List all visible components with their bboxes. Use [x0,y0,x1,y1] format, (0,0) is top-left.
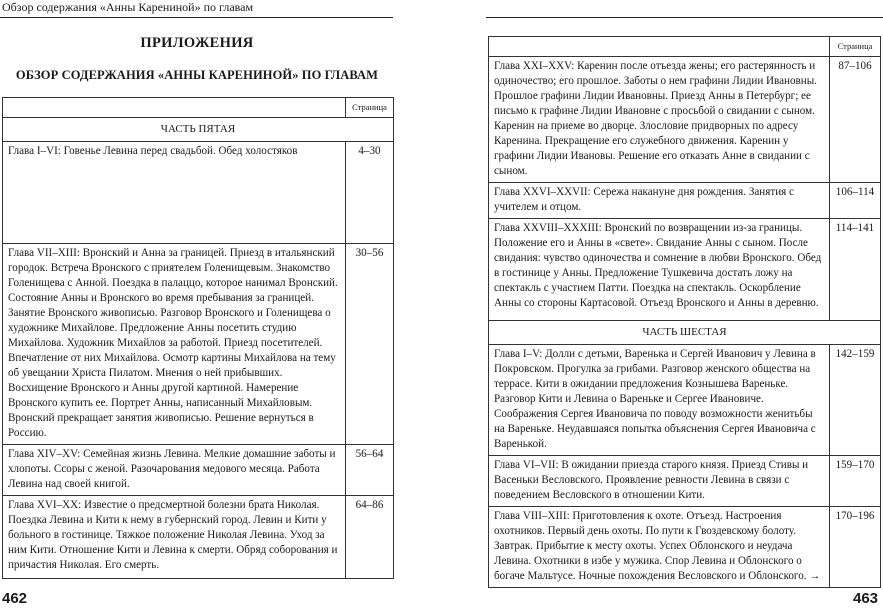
page-range: 87–106 [830,57,881,183]
page-range: 170–196 [830,507,881,588]
part-title: ЧАСТЬ ПЯТАЯ [3,118,394,142]
chapter-summary: Глава I–VI: Говенье Левина перед свадьбой. Обед холостяков [3,142,346,244]
header-blank-cell [3,98,346,118]
table-row [489,456,881,507]
chapter-summary: Глава VII–XIII: Вронский и Анна за границей. Приезд в итальянский городок. Встреча Вронского с приятелем Голенищевым. Знакомство Голенищева с Анной. Поездка в палаццо, которое нанимал Вронский. Состояние Анны и Вронского во время пребывания за границей. Занятие Вронского живописью. Разговор Вронского и Голенищева о художнике Михайлове. Предложение Анны посетить студию Михайлова. Художник Михайлов за работой. Приезд посетителей. Впечатление от них Михайлова. Осмотр картины Михайлова на тему об увещании Христа Пилатом. Мнения о ней прибывших. Восхищение Вронского и Анны другой картиной. Намерение Вронского купить ее. Портрет Анны, написанный Михайловым. Вронский прекращает занятия живописью. Решение вернуться в Россию. [3,244,346,445]
page-range: 30–56 [346,244,394,445]
subtitle: ОБЗОР СОДЕРЖАНИЯ «АННЫ КАРЕНИНОЙ» ПО ГЛАВАМ [15,68,379,82]
page-column-header: Страница [346,98,394,118]
page-range: 4–30 [346,142,394,244]
chapter-summary: Глава XIV–XV: Семейная жизнь Левина. Мелкие домашние заботы и хлопоты. Ссоры с женой. Разочарования медового месяца. Работа Левина над своей книгой. [3,445,346,496]
chapter-summary: Глава XXI–XXV: Каренин после отъезда жены; его растерянность и одиночество; его прошлое. Заботы о нем графини Лидии Ивановны. Прошлое графини Лидии Ивановны. Приезд Анны в Петербург; ее письмо к графине Лидии Ивановне с просьбой о свидании с сыном. Каренин на приеме во дворце. Злословие придворных по адресу Каренина. Прекращение его служебного движения. Каренин у графини Лидии Ивановы. Решение его отказать Анне в свидании с сыном. [489,57,830,183]
header-row [3,98,394,118]
table-row [489,345,881,456]
header-row [489,37,881,57]
page-range: 142–159 [830,345,881,456]
page-number: 463 [853,590,879,607]
page-range: 114–141 [830,219,881,321]
table-row [3,142,394,244]
running-head: Обзор содержания «Анны Карениной» по главам [0,0,393,18]
table-row [489,507,881,588]
part-row [489,321,881,345]
table-row [3,496,394,579]
page-range: 64–86 [346,496,394,579]
part-title: ЧАСТЬ ШЕСТАЯ [489,321,881,345]
header-blank-cell [489,37,830,57]
chapter-summary: Глава VIII–XIII: Приготовления к охоте. Отъезд. Настроения охотников. Первый день охоты. По пути к Гвоздевскому болоту. Завтрак. Прибытие к месту охоты. Успех Облонского и неудача Левина. Охотники в избе у мужика. Спор Левина и Облонского о богаче Мальтусе. Ночные похождения Весловского и Облонского. → [489,507,830,588]
left-page [0,0,441,608]
table-row [489,183,881,219]
chapter-summary: Глава I–V: Долли с детьми, Варенька и Сергей Иванович у Левина в Покровском. Прогулка за грибами. Разговор женского общества на террасе. Кити в ожидании предложения Кознышева Вареньке. Разговор Кити и Левина о Вареньке и Сергее Ивановиче. Соображения Сергея Ивановича по поводу возможности женитьбы на Вареньке. Неудавшаяся попытка объяснения Сергея Ивановича с Варенькой. [489,345,830,456]
chapter-summary: Глава XVI–XX: Известие о предсмертной болезни брата Николая. Поездка Левина и Кити к нему в губернский город. Левин и Кити у больного в гостинице. Тяжкое положение Николая Левина. Уход за ним Кити. Отношение Кити и Левина к смерти. Обряд соборования и причастия Николая. Его смерть. [3,496,346,579]
table-row [3,244,394,445]
contents-table [2,97,394,579]
page-range: 159–170 [830,456,881,507]
table-row [3,445,394,496]
page-column-header: Страница [830,37,881,57]
chapter-summary: Глава XXVIII–XXXIII: Вронский по возвращении из-за границы. Положение его и Анны в «свете». Свидание Анны с сыном. После свидания: чувство одиночества и сомнение в любви Вронского. Обед в гостинице у Анны. Предложение Тушкевича достать ложу на спектакль с участием Патти. Поездка на спектакль. Оскорбление Анны со стороны Картасовой. Отъезд Вронского и Анны в деревню. [489,219,830,321]
page-range: 56–64 [346,445,394,496]
contents-table-continued [488,36,881,588]
part-row [3,118,394,142]
section-title: ПРИЛОЖЕНИЯ [140,35,254,51]
table-row [489,219,881,321]
page-number: 462 [2,590,28,607]
top-rule [486,17,883,18]
page-range: 106–114 [830,183,881,219]
chapter-summary: Глава VI–VII: В ожидании приезда старого князя. Приезд Стивы и Васеньки Весловского. Проявление ревности Левина в связи с поведением Весловского в отношении Кити. [489,456,830,507]
chapter-summary: Глава XXVI–XXVII: Сережа накануне дня рождения. Занятия с учителем и отцом. [489,183,830,219]
table-row [489,57,881,183]
